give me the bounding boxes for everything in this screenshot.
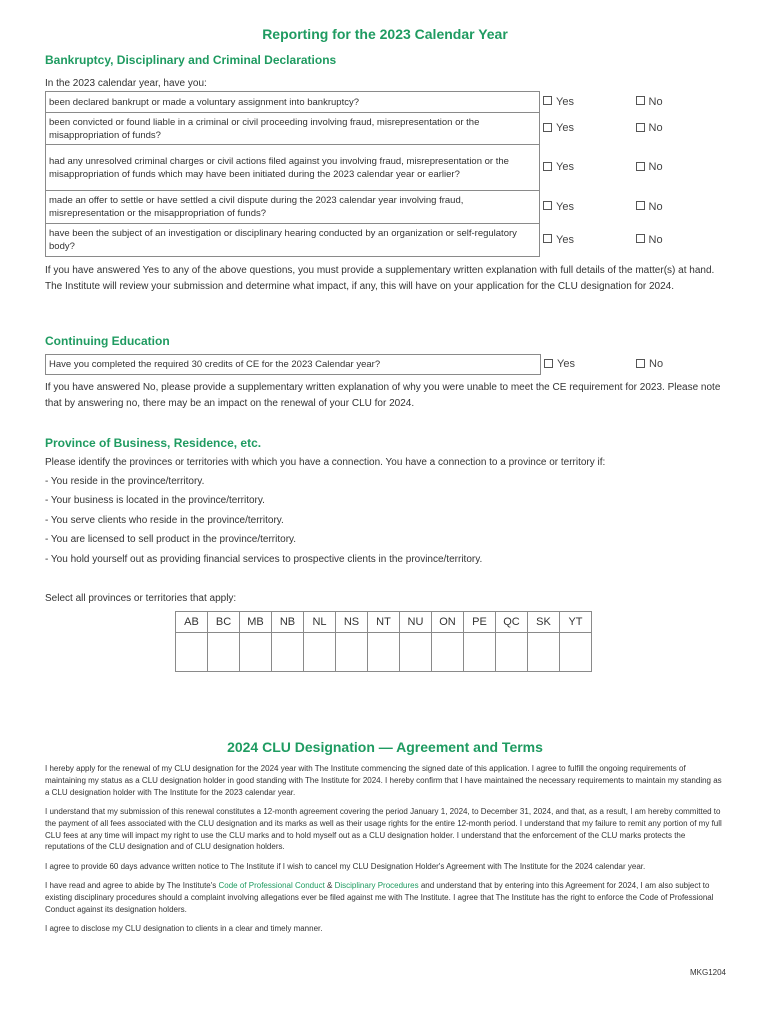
province-box[interactable] [368,633,400,672]
yes-label: Yes [556,161,574,173]
province-code: NS [336,612,368,633]
province-code: PE [464,612,496,633]
province-table [175,611,592,672]
province-intro: Please identify the provinces or territories with which you have a connection. You have a connection to a province or territory if: [45,457,606,468]
bankruptcy-questions-table [45,91,725,257]
province-box[interactable] [336,633,368,672]
code-of-conduct-link[interactable]: Code of Professional Conduct [218,881,325,890]
question-text: Have you completed the required 30 credits of CE for the 2023 Calendar year? [46,355,541,375]
question-row [46,191,725,224]
yes-label: Yes [556,233,574,246]
province-bullet: - You serve clients who reside in the province/territory. [45,515,284,526]
agreement-paragraph [45,880,725,915]
yes-option[interactable] [540,191,633,224]
yes-option[interactable] [540,92,633,113]
agreement-text: & [324,881,335,890]
yes-option[interactable] [540,113,633,145]
checkbox-icon[interactable] [543,162,552,171]
checkbox-icon[interactable] [636,162,645,171]
question-row [46,113,725,145]
province-box[interactable] [560,633,592,672]
no-option[interactable] [633,224,725,257]
yes-option[interactable] [540,224,633,257]
province-code: SK [528,612,560,633]
agreement-text: and understand that by entering into this Agreement for 2024, I am also subject to existing disciplinary procedures should a complaint involving allegations ever be filed against me with The Institute. I agree that The Institute has the right to enforce the Code of Professional Conduct against its designation holders. [45,881,714,914]
checkbox-icon[interactable] [636,234,645,243]
yes-option[interactable] [540,145,633,191]
question-row [46,145,725,191]
yes-label: Yes [556,122,574,134]
checkbox-icon[interactable] [636,96,645,105]
ce-heading: Continuing Education [45,334,170,348]
checkbox-icon[interactable] [543,123,552,132]
ce-note: If you have answered No, please provide a supplementary written explanation of why you were unable to meet the CE requirement for 2023. Please note that by answering no, there may be an impact on the renewal of your CLU for 2024. [45,382,721,409]
province-code: NL [304,612,336,633]
province-header-row [176,612,592,633]
province-box[interactable] [464,633,496,672]
checkbox-icon[interactable] [544,359,553,368]
province-code: BC [208,612,240,633]
no-option[interactable] [633,191,725,224]
agreement-paragraph: I hereby apply for the renewal of my CLU designation for the 2024 year with The Institute commencing the signed date of this application. I agree to fulfill the ongoing requirements of maintaining my status as a CLU designation holder in good standing with The Institute for 2024. I hereby confirm that I have maintained the necessary requirements to maintain my standing as a CLU designation holder with The Institute for the 2023 calendar year. [45,764,722,797]
province-checkbox-row [176,633,592,672]
province-box[interactable] [304,633,336,672]
question-text: had any unresolved criminal charges or civil actions filed against you involving fraud, misrepresentation or the misappropriation of funds which may have been initiated during the 2023 calendar year or earlier? [46,145,540,191]
no-label: No [648,122,663,134]
question-row [46,355,726,375]
question-text: made an offer to settle or have settled a civil dispute during the 2023 calendar year involving fraud, misrepresentation or the misappropriation of funds? [46,191,540,224]
province-bullet: - You are licensed to sell product in the province/territory. [45,534,297,545]
question-text: been declared bankrupt or made a voluntary assignment into bankruptcy? [46,92,540,113]
agreement-paragraph: I agree to disclose my CLU designation to clients in a clear and timely manner. [45,924,323,933]
ce-question-table [45,354,725,375]
agreement-paragraph: I agree to provide 60 days advance written notice to The Institute if I wish to cancel my CLU Designation Holder's Agreement with The Institute for the 2024 calendar year. [45,862,646,871]
checkbox-icon[interactable] [543,234,552,243]
question-row [46,224,725,257]
page-title: Reporting for the 2023 Calendar Year [262,26,508,42]
province-code: NB [272,612,304,633]
question-row [46,92,725,113]
no-option[interactable] [633,145,725,191]
yes-option[interactable] [541,355,634,375]
checkbox-icon[interactable] [636,123,645,132]
agreement-title: 2024 CLU Designation — Agreement and Terms [227,739,543,755]
no-label: No [649,358,664,370]
province-box[interactable] [272,633,304,672]
province-code: ON [432,612,464,633]
province-heading: Province of Business, Residence, etc. [45,436,262,450]
no-option[interactable] [633,92,725,113]
bankruptcy-heading: Bankruptcy, Disciplinary and Criminal Declarations [45,53,337,67]
no-label: No [648,161,663,173]
province-code: YT [560,612,592,633]
province-box[interactable] [528,633,560,672]
checkbox-icon[interactable] [543,201,552,210]
checkbox-icon[interactable] [543,96,552,105]
question-text: been convicted or found liable in a criminal or civil proceeding involving fraud, misrepresentation or the misappropriation of funds? [46,113,540,145]
bankruptcy-note: If you have answered Yes to any of the above questions, you must provide a supplementary written explanation with full details of the matter(s) at hand. The Institute will review your submission and determine what impact, if any, this will have on your application for the CLU designation for 2024. [45,265,715,292]
province-box[interactable] [432,633,464,672]
agreement-text: I have read and agree to abide by The Institute's [45,881,219,890]
province-code: MB [240,612,272,633]
question-text: have been the subject of an investigation or disciplinary hearing conducted by an organization or self-regulatory body? [46,224,540,257]
province-box[interactable] [400,633,432,672]
province-bullet: - You reside in the province/territory. [45,476,205,487]
province-bullet: - Your business is located in the province/territory. [45,495,265,506]
province-code: AB [176,612,208,633]
yes-label: Yes [556,95,574,108]
province-code: NU [400,612,432,633]
disciplinary-procedures-link[interactable]: Disciplinary Procedures [334,881,419,890]
province-code: NT [368,612,400,633]
province-box[interactable] [176,633,208,672]
no-label: No [648,233,663,246]
province-select-label: Select all provinces or territories that apply: [45,593,237,604]
checkbox-icon[interactable] [636,201,645,210]
province-box[interactable] [240,633,272,672]
yes-label: Yes [556,200,574,213]
bankruptcy-intro: In the 2023 calendar year, have you: [45,78,207,89]
province-bullet: - You hold yourself out as providing financial services to prospective clients in the province/territory. [45,554,483,565]
yes-label: Yes [557,358,575,370]
province-box[interactable] [496,633,528,672]
checkbox-icon[interactable] [636,359,645,368]
no-option[interactable] [633,113,725,145]
province-box[interactable] [208,633,240,672]
no-label: No [648,95,663,108]
province-code: QC [496,612,528,633]
no-option[interactable] [633,355,725,375]
footer-code: MKG1204 [689,968,726,977]
agreement-paragraph: I understand that my submission of this renewal constitutes a 12-month agreement covering the period January 1, 2024, to December 31, 2024, and that, as a result, I am hereby committed to the payment of all fees associated with the CLU designation and its marks as well as their usage rights for the entire 12-month period. I understand that my failure to remit any portion of my full CLU fees at any time will impact my right to use the CLU marks and to hold myself out as a CLU designation holder. I understand that the enforcement of the CLU marks protects the reputations of the CLU designation and of CLU designation holders. [45,807,722,852]
no-label: No [648,200,663,213]
